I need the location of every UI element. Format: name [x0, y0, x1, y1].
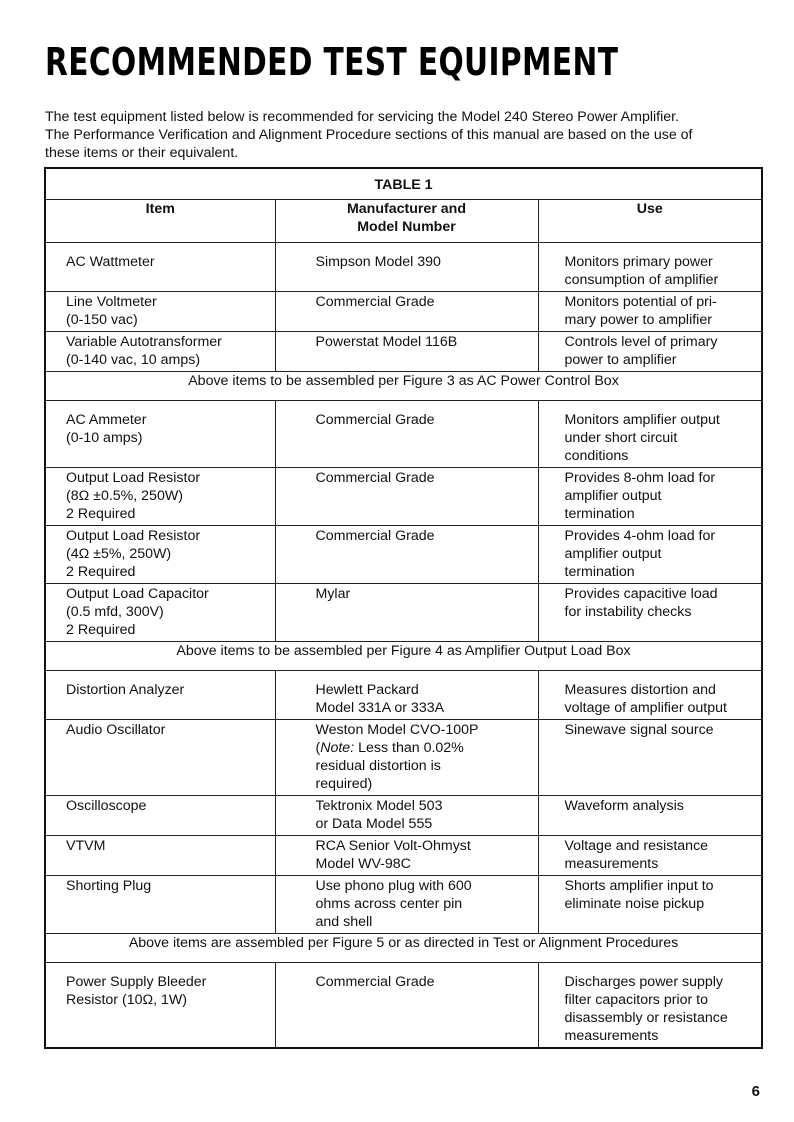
use-cell: [538, 720, 762, 796]
column-header-use: Use: [538, 200, 762, 243]
item-text: 2 Required: [66, 564, 136, 580]
item-text: AC Ammeter: [66, 412, 147, 428]
use-cell: [538, 836, 762, 876]
page-number: 6: [751, 1083, 760, 1100]
group-note: Above items to be assembled per Figure 3 as AC Power Control Box: [45, 372, 762, 401]
item-cell: [45, 836, 275, 876]
model-cell: [275, 243, 538, 292]
table-row: [45, 243, 762, 292]
use-text: conditions: [564, 448, 629, 464]
model-cell: [275, 671, 538, 720]
use-text: termination: [564, 506, 635, 522]
group-note-row: [45, 372, 762, 401]
use-cell: [538, 796, 762, 836]
model-text: Mylar: [315, 586, 351, 602]
item-text: Output Load Resistor: [66, 470, 201, 486]
model-cell: [275, 292, 538, 332]
use-text: mary power to amplifier: [564, 312, 712, 328]
group-note: Above items to be assembled per Figure 4 as Amplifier Output Load Box: [45, 642, 762, 671]
item-cell: [45, 526, 275, 584]
use-cell: [538, 332, 762, 372]
use-text: Measures distortion and: [564, 682, 716, 698]
model-text: Hewlett Packard: [315, 682, 419, 698]
item-cell: [45, 401, 275, 468]
model-text: (Note: Less than 0.02%: [315, 740, 464, 756]
item-text: 2 Required: [66, 622, 136, 638]
use-text: consumption of amplifier: [564, 272, 719, 288]
table-row: [45, 584, 762, 642]
model-cell: [275, 526, 538, 584]
item-text: Line Voltmeter: [66, 294, 157, 310]
model-text: RCA Senior Volt-Ohmyst: [315, 838, 471, 854]
use-text: under short circuit: [564, 430, 678, 446]
column-header-manufacturer: Manufacturer and Model Number: [275, 200, 538, 243]
item-text: Resistor (10Ω, 1W): [66, 992, 187, 1008]
table-row: [45, 836, 762, 876]
item-cell: [45, 584, 275, 642]
item-cell: [45, 963, 275, 1049]
use-text: disassembly or resistance: [564, 1010, 728, 1026]
model-cell: [275, 796, 538, 836]
table-row: [45, 720, 762, 796]
model-text: or Data Model 555: [315, 816, 433, 832]
model-cell: [275, 963, 538, 1049]
model-text: Commercial Grade: [315, 974, 435, 990]
model-text: residual distortion is: [315, 758, 441, 774]
table-row: [45, 671, 762, 720]
item-text: Variable Autotransformer: [66, 334, 222, 350]
use-text: termination: [564, 564, 635, 580]
intro-line: The Performance Verification and Alignment Procedure sections of this manual are based on the use of: [45, 127, 693, 143]
group-note-row: [45, 934, 762, 963]
item-text: VTVM: [66, 838, 106, 854]
group-note: Above items are assembled per Figure 5 or as directed in Test or Alignment Procedures: [45, 934, 762, 963]
table-header-row: [45, 200, 762, 243]
table-row: [45, 526, 762, 584]
model-text: Commercial Grade: [315, 412, 435, 428]
model-text: ohms across center pin: [315, 896, 463, 912]
use-cell: [538, 526, 762, 584]
use-text: Provides 8-ohm load for: [564, 470, 716, 486]
model-text: Commercial Grade: [315, 294, 435, 310]
use-text: Voltage and resistance: [564, 838, 709, 854]
model-text: Model WV-98C: [315, 856, 411, 872]
use-text: for instability checks: [564, 604, 692, 620]
use-text: Provides capacitive load: [564, 586, 718, 602]
item-text: Shorting Plug: [66, 878, 152, 894]
item-cell: [45, 720, 275, 796]
item-text: Oscilloscope: [66, 798, 147, 814]
use-cell: [538, 876, 762, 934]
model-cell: [275, 332, 538, 372]
model-cell: [275, 584, 538, 642]
item-text: Distortion Analyzer: [66, 682, 185, 698]
model-text: required): [315, 776, 373, 792]
model-text: Weston Model CVO-100P: [315, 722, 479, 738]
table-row: [45, 796, 762, 836]
use-text: Monitors amplifier output: [564, 412, 720, 428]
use-text: Sinewave signal source: [564, 722, 714, 738]
use-text: Discharges power supply: [564, 974, 724, 990]
model-cell: [275, 720, 538, 796]
table-row: [45, 292, 762, 332]
use-text: power to amplifier: [564, 352, 677, 368]
item-cell: [45, 796, 275, 836]
item-cell: [45, 243, 275, 292]
table-caption: TABLE 1: [45, 168, 762, 200]
table-row: [45, 876, 762, 934]
use-text: Shorts amplifier input to: [564, 878, 714, 894]
intro-line: these items or their equivalent.: [45, 145, 239, 161]
use-text: voltage of amplifier output: [564, 700, 727, 716]
item-cell: [45, 468, 275, 526]
item-text: Output Load Resistor: [66, 528, 201, 544]
model-text: Commercial Grade: [315, 470, 435, 486]
model-text: Powerstat Model 116B: [315, 334, 458, 350]
model-text: Simpson Model 390: [315, 254, 441, 270]
test-equipment-table: [44, 167, 763, 1049]
use-text: Monitors primary power: [564, 254, 713, 270]
model-cell: [275, 836, 538, 876]
use-text: measurements: [564, 1028, 659, 1044]
use-text: amplifier output: [564, 546, 662, 562]
item-text: (0-10 amps): [66, 430, 143, 446]
group-note-row: [45, 642, 762, 671]
item-text: Audio Oscillator: [66, 722, 166, 738]
item-text: Output Load Capacitor: [66, 586, 209, 602]
model-text: and shell: [315, 914, 373, 930]
use-cell: [538, 671, 762, 720]
use-cell: [538, 401, 762, 468]
table-row: [45, 332, 762, 372]
item-text: (0.5 mfd, 300V): [66, 604, 164, 620]
intro-line: The test equipment listed below is recommended for servicing the Model 240 Stereo Power Amplifier.: [45, 109, 680, 125]
use-text: amplifier output: [564, 488, 662, 504]
model-cell: [275, 876, 538, 934]
use-cell: [538, 584, 762, 642]
model-text: Model 331A or 333A: [315, 700, 445, 716]
use-text: measurements: [564, 856, 659, 872]
use-cell: [538, 292, 762, 332]
use-text: Provides 4-ohm load for: [564, 528, 716, 544]
item-text: 2 Required: [66, 506, 136, 522]
item-cell: [45, 332, 275, 372]
item-text: (8Ω ±0.5%, 250W): [66, 488, 183, 504]
column-header-item: Item: [45, 200, 275, 243]
use-cell: [538, 243, 762, 292]
model-cell: [275, 468, 538, 526]
page-title: RECOMMENDED TEST EQUIPMENT: [45, 40, 619, 84]
model-text: Use phono plug with 600: [315, 878, 472, 894]
item-cell: [45, 671, 275, 720]
item-text: (4Ω ±5%, 250W): [66, 546, 172, 562]
model-text: Commercial Grade: [315, 528, 435, 544]
item-text: AC Wattmeter: [66, 254, 155, 270]
intro-paragraph: [45, 108, 770, 162]
model-text: Tektronix Model 503: [315, 798, 443, 814]
item-cell: [45, 876, 275, 934]
item-text: (0-140 vac, 10 amps): [66, 352, 201, 368]
use-text: Monitors potential of pri-: [564, 294, 717, 310]
use-text: filter capacitors prior to: [564, 992, 709, 1008]
use-text: eliminate noise pickup: [564, 896, 705, 912]
use-text: Waveform analysis: [564, 798, 684, 814]
item-text: (0-150 vac): [66, 312, 138, 328]
use-text: Controls level of primary: [564, 334, 718, 350]
item-cell: [45, 292, 275, 332]
table-row: [45, 468, 762, 526]
item-text: Power Supply Bleeder: [66, 974, 207, 990]
table-row: [45, 963, 762, 1049]
model-cell: [275, 401, 538, 468]
use-cell: [538, 963, 762, 1049]
use-cell: [538, 468, 762, 526]
table-row: [45, 401, 762, 468]
